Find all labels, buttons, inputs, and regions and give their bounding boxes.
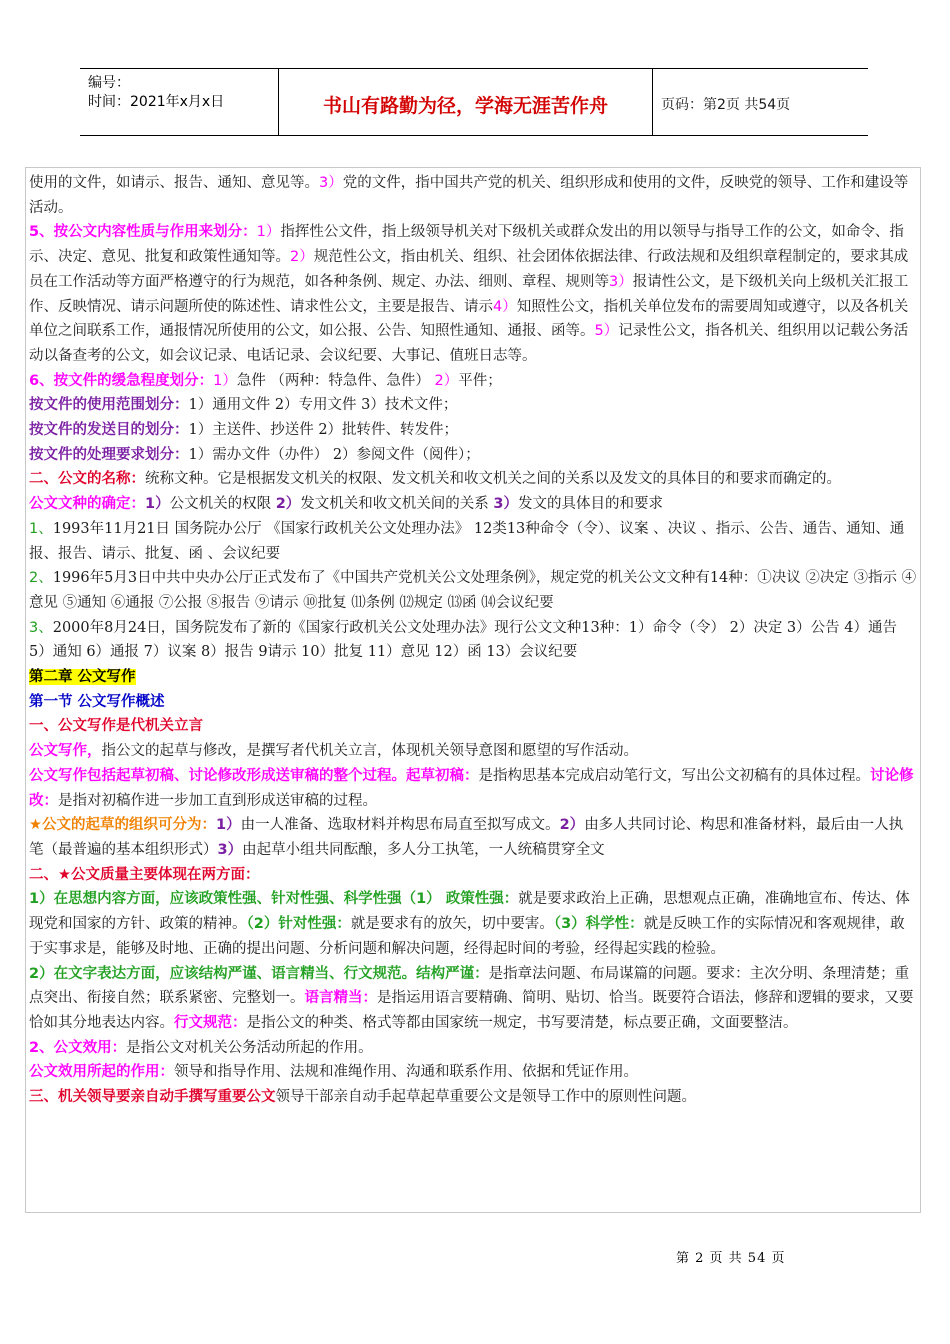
- code-label: 编号：: [88, 75, 130, 91]
- text: 由起草小组共同酝酿，多人分工执笔，一人统稿贯穿全文: [242, 841, 605, 858]
- term: 1）在思想内容方面，应该政策性强、针对性强、科学性强（1） 政策性强：: [29, 891, 519, 908]
- subheading-line: [29, 714, 917, 739]
- paragraph-1996: [29, 566, 917, 615]
- marker: 3）: [609, 273, 633, 290]
- text: 1996年5月3日中共中央办公厅正式发布了《中国共产党机关公文处理条例》，规定党的机关公文文种有14种：①决议 ②决定 ③指示 ④意见 ⑤通知 ⑥通报 ⑦公报 ⑧报告 ⑨请示 ⑩批复 ⑾条例 ⑿规定 ⒀函 ⒁会议纪要: [29, 570, 917, 611]
- header-meta-cell: [80, 69, 279, 135]
- term: （2）针对性强：: [246, 916, 351, 933]
- term: 讨论修改：: [29, 767, 914, 809]
- marker: 2）: [290, 249, 314, 266]
- text: 统称文种。它是根据发文机关的权限、发文机关和收文机关之间的关系以及发文的具体目的和要求而确定的。: [145, 471, 841, 488]
- marker: 2、: [29, 570, 53, 587]
- subsection-title: 三、机关领导要亲自动手撰写重要公文: [29, 1089, 276, 1106]
- term: 2、公文效用：: [29, 1039, 127, 1056]
- text: 党的文件，指中国共产党的机关、组织形成和使用的文件，反映党的领导、工作和建设等活动。: [29, 175, 909, 216]
- marker: 5）: [594, 323, 619, 340]
- paragraph-handling: [29, 443, 917, 468]
- marker: 1）: [256, 224, 281, 241]
- text: 是指公文对机关公务活动所起的作用。: [126, 1039, 373, 1056]
- marker: 3、: [29, 619, 53, 636]
- paragraph-effect-roles: [29, 1060, 917, 1085]
- paragraph-quality-content: [29, 887, 917, 961]
- term: 公文效用所起的作用：: [29, 1064, 174, 1081]
- text: 领导和指导作用、法规和准绳作用、沟通和联系作用、依据和凭证作用。: [174, 1064, 638, 1081]
- quality-heading-line: [29, 863, 917, 888]
- text: 1993年11月21日 国务院办公厅 《国家行政机关公文处理办法》 12类13种命令（令）、议案 、决议 、指示、公告、通告、通知、通报、报告、请示、批复、函 、会议纪要: [29, 520, 905, 562]
- paragraph-2000: [29, 616, 917, 665]
- text: 报请性公文，是下级机关向上级机关汇报工作、反映情况、请示问题所使的陈述性、请求性公文，主要是报告、请示: [29, 273, 909, 315]
- chapter-title: 第二章 公文写作: [29, 669, 136, 686]
- section-heading: 按文件的处理要求划分：: [29, 446, 189, 463]
- paragraph-drafting-organization: [29, 813, 917, 862]
- term: 语言精当：: [304, 990, 377, 1007]
- text: 就是反映工作的实际情况和客观规律，敢于实事求是，能够及时地、正确的提出问题、分析问题和解决问题，经得起时间的考验，经得起实践的检验。: [29, 916, 905, 957]
- page-footer: 第 2 页 共 54 页: [676, 1251, 786, 1266]
- section-heading: 按文件的使用范围划分：: [29, 397, 189, 414]
- text: 由一人准备、选取材料并构思布局直至拟写成文。: [240, 817, 560, 834]
- section-heading: 6、按文件的缓急程度划分：: [29, 372, 214, 389]
- term: ★公文的起草的组织可分为：: [29, 817, 216, 834]
- text: 是指公文的种类、格式等都由国家统一规定，书写要清楚，标点要正确，文面要整洁。: [246, 1014, 798, 1031]
- content-frame: [25, 167, 921, 1213]
- subsection-title: 二、★公文质量主要体现在两方面：: [29, 866, 260, 883]
- marker: 1）: [216, 817, 241, 834]
- term: 公文写作包括起草初稿、讨论修改形成送审稿的整个过程。起草初稿：: [29, 767, 479, 784]
- term: 2）在文字表达方面，应该结构严谨、语言精当、行文规范。结构严谨：: [29, 965, 489, 982]
- term: （3）科学性：: [553, 916, 644, 933]
- document-body: [29, 171, 917, 1110]
- text: 发文机关和收文机关间的关系: [300, 496, 494, 513]
- marker: 2）: [434, 372, 459, 389]
- marker: 4）: [493, 298, 517, 315]
- text: 1）需办文件（办件） 2）参阅文件（阅件）；: [188, 446, 480, 463]
- time-label: 时间：2021年x月x日: [88, 94, 225, 110]
- marker: 2）: [275, 496, 301, 513]
- paragraph-writing-definition: [29, 739, 917, 764]
- term: 公文写作，: [29, 743, 102, 760]
- text: 发文的具体目的和要求: [518, 496, 663, 513]
- text: 就是要求有的放矢，切中要害。: [350, 916, 554, 933]
- paragraph-effect: [29, 1036, 917, 1061]
- paragraph-doc-name: [29, 467, 917, 492]
- text: 领导干部亲自动手起草起草重要公文是领导工作中的原则性问题。: [275, 1089, 696, 1106]
- header-motto-cell: [279, 69, 653, 135]
- text: 1）通用文件 2）专用文件 3）技术文件；: [188, 397, 458, 414]
- paragraph-leaders-write: [29, 1085, 917, 1110]
- section-heading-line: [29, 690, 917, 715]
- page-number-label: 页码：第2页 共54页: [661, 97, 791, 113]
- paragraph-quality-expression: [29, 962, 917, 1036]
- marker: 3）: [493, 496, 518, 513]
- text: 是指运用语言要精确、简明、贴切、恰当。既要符合语法，修辞和逻辑的要求，又要恰如其分地表达内容。: [29, 990, 914, 1031]
- marker: 2）: [559, 817, 585, 834]
- paragraph-send-purpose: [29, 418, 917, 443]
- text: 指公文的起草与修改，是撰写者代机关立言，体现机关领导意图和愿望的写作活动。: [101, 743, 638, 760]
- text: 是指对初稿作进一步加工直到形成送审稿的过程。: [58, 792, 377, 809]
- marker: 3）: [217, 841, 243, 858]
- header-page-cell: [653, 69, 868, 135]
- text: 是指构思基本完成启动笔行文，写出公文初稿有的具体过程。: [478, 767, 870, 784]
- marker: 1）: [145, 496, 170, 513]
- text: 就是要求政治上正确，思想观点正确，准确地宣布、传达、体现党和国家的方针、政策的精神。: [29, 891, 910, 933]
- text: 指挥性公文件，指上级领导机关对下级机关或群众发出的用以领导与指导工作的公文，如命令、指示、决定、意见、批复和政策性通知等。: [29, 224, 904, 266]
- text: 平件；: [458, 372, 502, 389]
- text: 使用的文件，如请示、报告、通知、意见等。: [29, 175, 319, 191]
- text: 规范性公文，指由机关、组织、社会团体依据法律、行政法规和及组织章程制定的，要求其成员在工作活动等方面严格遵守的行为规范，如各种条例、规定、办法、细则、章程、规则等: [29, 249, 909, 290]
- paragraph-party-docs: [29, 171, 917, 220]
- motto: 书山有路勤为径，学海无涯苦作舟: [322, 95, 608, 117]
- subsection-title: 一、公文写作是代机关立言: [29, 718, 203, 735]
- text: 知照性公文，指机关单位发布的需要周知或遵守，以及各机关单位之间联系工作，通报情况所使用的公文，如公报、公告、知照性通知、通报、函等。: [29, 298, 909, 340]
- text: 是指章法问题、布局谋篇的问题。要求：主次分明、条理清楚；重点突出、衔接自然；联系紧密、完整划一。: [29, 965, 910, 1007]
- text: 记录性公文，指各机关、组织用以记载公务活动以备查考的公文，如会议记录、电话记录、会议纪要、大事记、值班日志等。: [29, 323, 909, 364]
- section-heading: 公文文种的确定：: [29, 496, 145, 513]
- section-heading: 5、按公文内容性质与作用来划分：: [29, 224, 257, 241]
- marker: 3）: [319, 175, 343, 191]
- text: 2000年8月24日，国务院发布了新的《国家行政机关公文处理办法》现行公文文种13种：1）命令（令） 2）决定 3）公告 4）通告 5）通知 6）通报 7）议案 8）报告 9请示 10）批复 11）意见 12）函 13）会议纪要: [29, 619, 897, 661]
- term: 行文规范：: [174, 1014, 247, 1031]
- paragraph-1993: [29, 517, 917, 566]
- text: 急件 （两种：特急件、急件）: [236, 372, 435, 389]
- paragraph-urgency: [29, 369, 917, 394]
- marker: 1、: [29, 520, 53, 537]
- page-header: [80, 68, 868, 136]
- marker: 1）: [213, 372, 237, 389]
- text: 由多人共同讨论、构思和准备材料，最后由一人执笔（最普遍的基本组织形式）: [29, 817, 904, 858]
- paragraph-classification-nature: [29, 220, 917, 368]
- section-title: 第一节 公文写作概述: [29, 693, 165, 710]
- section-heading: 二、公文的名称：: [29, 471, 145, 488]
- chapter-heading: [29, 665, 917, 690]
- paragraph-usage-scope: [29, 393, 917, 418]
- section-heading: 按文件的发送目的划分：: [29, 422, 189, 439]
- text: 公文机关的权限: [169, 496, 276, 513]
- paragraph-writing-process: [29, 764, 917, 813]
- paragraph-doc-type-determination: [29, 492, 917, 517]
- text: 1）主送件、抄送件 2）批转件、转发件；: [188, 422, 459, 439]
